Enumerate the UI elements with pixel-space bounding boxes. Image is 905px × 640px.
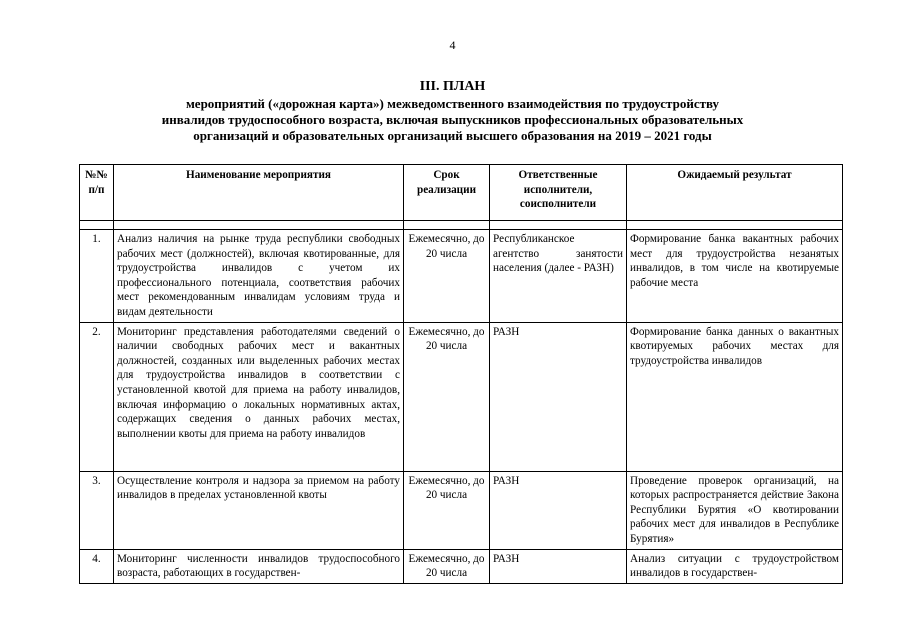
document-title (0, 78, 905, 144)
cell-term: Ежемесячно, до 20 числа (404, 549, 490, 583)
title-line: инвалидов трудоспособного возраста, включая выпускников профессиональных образовательных (161, 112, 744, 127)
header-result: Ожидаемый результат (627, 165, 843, 221)
cell-executors: РАЗН (490, 549, 627, 583)
cell-result: Формирование банка вакантных рабочих мест для трудоустройства незанятых инвалидов, в том числе на квотируемые рабочие места (627, 230, 843, 323)
header-num: №№ п/п (80, 165, 114, 221)
cell-name: Мониторинг представления работодателями сведений о наличии свободных рабочих мест и вакантных должностей, созданных или выделенных рабочих местах для трудоустройства инвалидов в соответствии с установленной квотой для приема на работу инвалидов, включая информацию о локальных нормативных актах, содержащих сведения о данных рабочих местах, выполнении квоты для приема на работу инвалидов (114, 322, 404, 471)
page-number: 4 (449, 38, 456, 52)
cell-name: Мониторинг численности инвалидов трудоспособного возраста, работающих в государствен- (114, 549, 404, 583)
cell-executors: РАЗН (490, 322, 627, 471)
cell-result: Формирование банка данных о вакантных квотируемых рабочих местах для трудоустройства инвалидов (627, 322, 843, 471)
title-line: организаций и образовательных организаций высшего образования на 2019 – 2021 годы (193, 128, 712, 143)
table-row (80, 230, 843, 323)
header-name: Наименование мероприятия (114, 165, 404, 221)
header-term: Срок реализации (404, 165, 490, 221)
cell-name: Анализ наличия на рынке труда республики свободных рабочих мест (должностей), включая квотированные, для трудоустройства инвалидов с учетом их профессионального потенциала, соответствия рабочих мест рекомендованным инвалидам условиям труда и видам деятельности (114, 230, 404, 323)
cell-term: Ежемесячно, до 20 числа (404, 322, 490, 471)
cell-term: Ежемесячно, до 20 числа (404, 230, 490, 323)
cell-num: 4. (80, 549, 114, 583)
cell-result: Анализ ситуации с трудоустройством инвалидов в государствен- (627, 549, 843, 583)
title-heading: III. ПЛАН (419, 79, 486, 94)
title-line: мероприятий («дорожная карта») межведомственного взаимодействия по трудоустройству (185, 96, 720, 111)
cell-num: 2. (80, 322, 114, 471)
cell-num: 1. (80, 230, 114, 323)
cell-name: Осуществление контроля и надзора за приемом на работу инвалидов в пределах установленной квоты (114, 471, 404, 549)
plan-table (79, 164, 843, 584)
cell-result: Проведение проверок организаций, на которых распространяется действие Закона Республики Бурятия «О квотировании рабочих мест для инвалидов в Республике Бурятия» (627, 471, 843, 549)
cell-executors: РАЗН (490, 471, 627, 549)
header-executors: Ответственные исполнители, соисполнители (490, 165, 627, 221)
cell-executors: Республиканское агентство занятости населения (далее - РАЗН) (490, 230, 627, 323)
cell-term: Ежемесячно, до 20 числа (404, 471, 490, 549)
table-header-row (80, 165, 843, 221)
table-row (80, 322, 843, 471)
table-row (80, 549, 843, 583)
header-gap-row (80, 221, 843, 230)
table-row (80, 471, 843, 549)
cell-num: 3. (80, 471, 114, 549)
